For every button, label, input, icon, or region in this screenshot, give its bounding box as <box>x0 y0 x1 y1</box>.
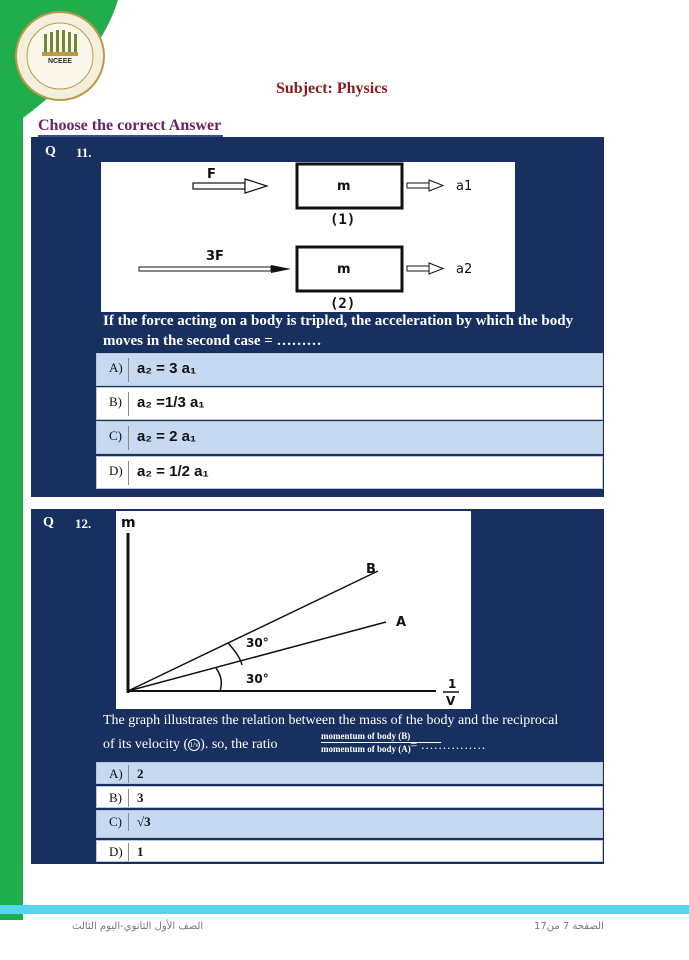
option-label: C) <box>109 814 122 829</box>
option-divider <box>128 813 129 831</box>
mass2-label: m <box>337 262 351 277</box>
case1-label: (1) <box>330 212 356 228</box>
option-value: 2 <box>137 766 144 781</box>
q12-option-c[interactable] <box>96 810 603 838</box>
subject-title: Subject: Physics <box>276 80 388 97</box>
option-divider <box>128 426 129 450</box>
force-diagram <box>101 162 515 312</box>
text-part: of its velocity ( <box>103 737 189 752</box>
mass-velocity-graph <box>116 511 471 709</box>
question-12-text-line2 <box>103 735 303 755</box>
force2-arrow <box>139 265 291 273</box>
ratio-numerator: momentum of body (B) <box>321 731 441 743</box>
text-part: ). so, the ratio <box>200 737 278 752</box>
left-accent-bar <box>0 0 23 920</box>
ncee-logo <box>14 10 106 102</box>
line-b-label: B <box>366 562 376 577</box>
mass1-label: m <box>337 179 351 194</box>
option-divider <box>128 461 129 485</box>
option-value: a₂ =1/3 a₁ <box>137 394 205 411</box>
line-a-label: A <box>396 615 407 630</box>
q12-option-b[interactable] <box>96 786 603 808</box>
option-divider <box>128 765 129 783</box>
instruction-heading: Choose the correct Answer <box>38 117 223 137</box>
q12-option-d[interactable] <box>96 840 603 862</box>
question-letter: Q <box>45 144 56 159</box>
q12-option-a[interactable] <box>96 762 603 784</box>
acc2-label: a2 <box>456 262 473 277</box>
question-letter: Q <box>43 515 54 530</box>
force1-label: F <box>207 167 216 182</box>
x-axis-label-num: 1 <box>448 677 457 691</box>
footer-grade-label: الصف الأول الثانوي-اليوم الثالث <box>72 921 204 932</box>
logo-text: NCEEE <box>47 58 73 65</box>
force2-label: 3F <box>206 249 224 264</box>
acc1-label: a1 <box>456 179 473 194</box>
option-divider <box>128 843 129 861</box>
lower-angle-arc <box>216 668 221 691</box>
case2-label: (2) <box>330 296 356 312</box>
option-label: D) <box>109 463 123 478</box>
question-11-text: If the force acting on a body is tripled, the acceleration by which the body moves in the second case = ……… <box>103 313 574 349</box>
option-label: D) <box>109 844 123 859</box>
q11-option-c[interactable] <box>96 421 603 454</box>
option-divider <box>128 789 129 807</box>
option-divider <box>128 358 129 382</box>
question-number: 12. <box>75 516 92 531</box>
option-value: a₂ = 3 a₁ <box>137 360 197 377</box>
q11-option-b[interactable] <box>96 387 603 420</box>
x-axis-label-den: V <box>446 694 456 708</box>
option-label: A) <box>109 766 123 781</box>
q11-option-d[interactable] <box>96 456 603 489</box>
option-value: √3 <box>137 814 151 829</box>
q11-option-a[interactable] <box>96 353 603 386</box>
acc2-arrow <box>407 263 443 274</box>
force1-arrow <box>193 179 267 193</box>
option-value: 3 <box>137 790 144 805</box>
option-label: B) <box>109 394 122 409</box>
ratio-equals: = …………… <box>410 737 486 752</box>
option-label: B) <box>109 790 122 805</box>
option-label: A) <box>109 360 123 375</box>
lower-angle-label: 30° <box>246 672 269 686</box>
option-label: C) <box>109 428 122 443</box>
upper-angle-label: 30° <box>246 636 269 650</box>
y-axis-label: m <box>121 515 136 531</box>
option-value: a₂ = 1/2 a₁ <box>137 463 209 480</box>
footer-bar <box>0 905 689 914</box>
option-divider <box>128 392 129 416</box>
question-number: 11. <box>76 145 92 160</box>
ratio-denominator: momentum of body (A) <box>321 744 411 754</box>
question-12-text-line1: The graph illustrates the relation between the mass of the body and the reciprocal <box>103 713 559 728</box>
option-value: 1 <box>137 844 144 859</box>
acc1-arrow <box>407 180 443 191</box>
reciprocal-v-symbol: 1/v <box>189 740 199 749</box>
footer-page-number: الصفحة 7 من17 <box>534 921 604 932</box>
option-value: a₂ = 2 a₁ <box>137 428 197 445</box>
